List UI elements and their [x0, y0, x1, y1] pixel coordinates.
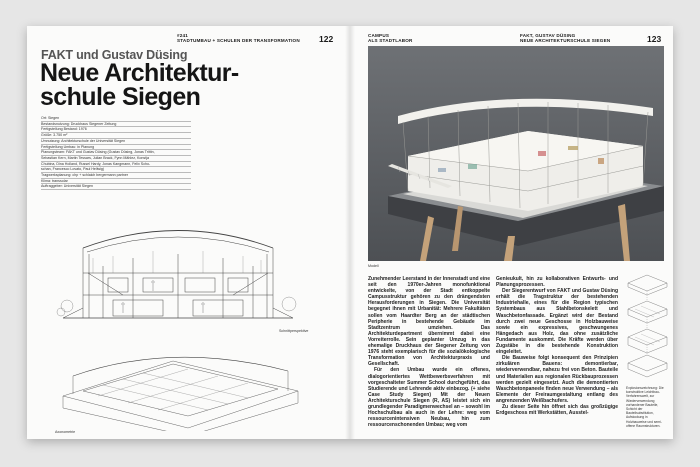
- diagram-caption: Explosionszeichnung: Die konstruktive Leichtbau-Verfahrenswelt, zur Wiederverwendung vorhandener Bauteile, Schicht der Bauteilsubstitution, Aufstockung in Holzbauweise und semi-offene Raumstrukturen.: [626, 386, 664, 428]
- fact-line: schan, Francesco Lovato, Paul Hellwig): [41, 167, 191, 173]
- fact-line: Größe: 3.750 m²: [41, 133, 191, 139]
- right-running-header: [368, 33, 413, 44]
- body-column-1: [368, 276, 490, 428]
- left-page-number: 122: [319, 34, 334, 44]
- axo-caption: Axonometrie: [55, 430, 76, 434]
- body-paragraph: Genieukult, hin zu kollaborativen Entwurfs- und Planungsprozessen.: [496, 276, 618, 289]
- body-column-2: [496, 276, 618, 416]
- fact-line: Planungsteam: FAKT und Gustav Düsing (Gustav Düsing, Jonas Trittin,: [41, 150, 191, 156]
- left-header-line: #241: [177, 33, 189, 38]
- article-kicker: FAKT und Gustav Düsing: [41, 48, 188, 62]
- book-gutter: [345, 26, 355, 439]
- body-paragraph: Zunehmender Leerstand in der Innenstadt und eine seit den 1970er-Jahren monofunktional entwickelte, von der Stadt entkoppelte Campusstruktur gehören zu den drängendsten Herausforderungen in Siegen. Die Universität begegnet ihnen mit Urbanität: Mehrere Fakultäten sollen vom Haardter Berg an der städtischen Peripherie in bestehende Gebäude im Stadtzentrum umziehen. Das Architekturdepartment übernimmt dabei eine Vorreiterrolle. Sein geplanter Umzug in das ehemalige Druckhaus der Siegener Zeitung von 1976 steht exemplarisch für die sozialökologische Transformation von Architekturpraxis und Gesellschaft.: [368, 276, 490, 368]
- right-header-line: CAMPUS: [368, 33, 390, 38]
- axonometric-drawing: [53, 336, 303, 431]
- fact-line: Sebastian Kern, Martin Tessars, Julian Brack, Fynn Mählez, Konstja: [41, 156, 191, 162]
- article-title: [40, 61, 239, 109]
- right-page-number: 123: [647, 34, 662, 44]
- magazine-spread: [27, 26, 673, 439]
- model-photo: [368, 46, 664, 261]
- project-facts: [41, 116, 191, 190]
- exploded-diagram: [625, 269, 670, 379]
- section-caption: Schnittperspektive: [279, 329, 309, 333]
- left-page: [27, 26, 350, 439]
- architecture-model-illustration: [368, 46, 664, 261]
- fact-line: Klima: transsolar: [41, 179, 191, 185]
- title-line: Neue Architektur-: [40, 59, 239, 87]
- title-line: schule Siegen: [40, 83, 201, 111]
- right-running-header-title: [520, 33, 610, 44]
- fact-line: Bestandsnutzung: Druckhaus Siegener Zeitung: [41, 122, 191, 128]
- section-perspective-drawing: [53, 218, 303, 333]
- fact-line: Auftraggeber: Universität Siegen: [41, 184, 191, 190]
- fact-line: Fertigstellung Umbau: in Planung: [41, 145, 191, 151]
- fact-line: Fertigstellung Bestand: 1976: [41, 127, 191, 133]
- left-header-line: STADTUMBAU + SCHULEN DER TRANSFORMATION: [177, 38, 300, 44]
- body-paragraph: Die Bauweise folgt konsequent den Prinzipien zirkulären Bauens: demontierbar, wiederverwendbar, nahezu frei von Beton. Bauteile und Materialien aus regionalen Rückbauprozessen werden gezielt eingesetzt. Auch die demontierten Waschbetonpaneele finden neue Verwendung – als Elemente der Freiraumgestaltung entlang des angrenzenden Weißbachufers.: [496, 355, 618, 404]
- fact-line: Tragwerksplanung: chp + schlaich bergermann partner: [41, 173, 191, 179]
- right-header-title-line: FAKT, GUSTAV DÜSING: [520, 33, 576, 38]
- right-header-title-line: NEUE ARCHITEKTURSCHULE SIEGEN: [520, 38, 611, 44]
- body-paragraph: Für den Umbau wurde ein offenes, dialogorientiertes Wettbewerbsverfahren mit vorgeschalteter Summer School durchgeführt, das Studierende und Lehrende aktiv einbezog. (+ siehe Case Study Siegen) Mit der Neuen Architekturschule Siegen (R, AS) leistet sich ein grundlegender Paradigmenwechsel an – sowohl im Hochschulbau als auch in der Lehre: weg vom ressourcenintensiven Neubau, hin zum ressourcenschonenden Umbau; weg vom: [368, 367, 490, 429]
- body-paragraph: Zu dieser Seite hin öffnet sich das großzügige Erdgeschoss mit Werkstätten, Ausstel-: [496, 403, 618, 417]
- fact-line: Ort: Siegen: [41, 116, 191, 122]
- body-paragraph: Der Siegerentwurf von FAKT und Gustav Düsing erhält die Tragstruktur der bestehenden Industriehalle, eines für die Region typischen Systembaus aus Stahlbetonskelett und Waschbetonfassade. Ergänzt wird der Bestand durch zwei neue Geschosse in Holzbauweise sowie ein expressives, geschwungenes Hängedach aus Holz, das ohne zusätzliche Fundamente auskommt. Die Kräfte werden über Zugstäbe in die bestehende Konstruktion eingeleitet.: [496, 288, 618, 356]
- left-running-header: [177, 33, 300, 44]
- right-header-line: ALS STADTLABOR: [368, 38, 413, 44]
- fact-line: Chubina, Dina Holland, Russel Hardy, Jonas Kangmann, Felix Scho-: [41, 162, 191, 168]
- photo-caption: Modell: [368, 264, 379, 268]
- right-page: [350, 26, 673, 439]
- fact-line: Umnutzung: Architekturschule der Universität Siegen: [41, 139, 191, 145]
